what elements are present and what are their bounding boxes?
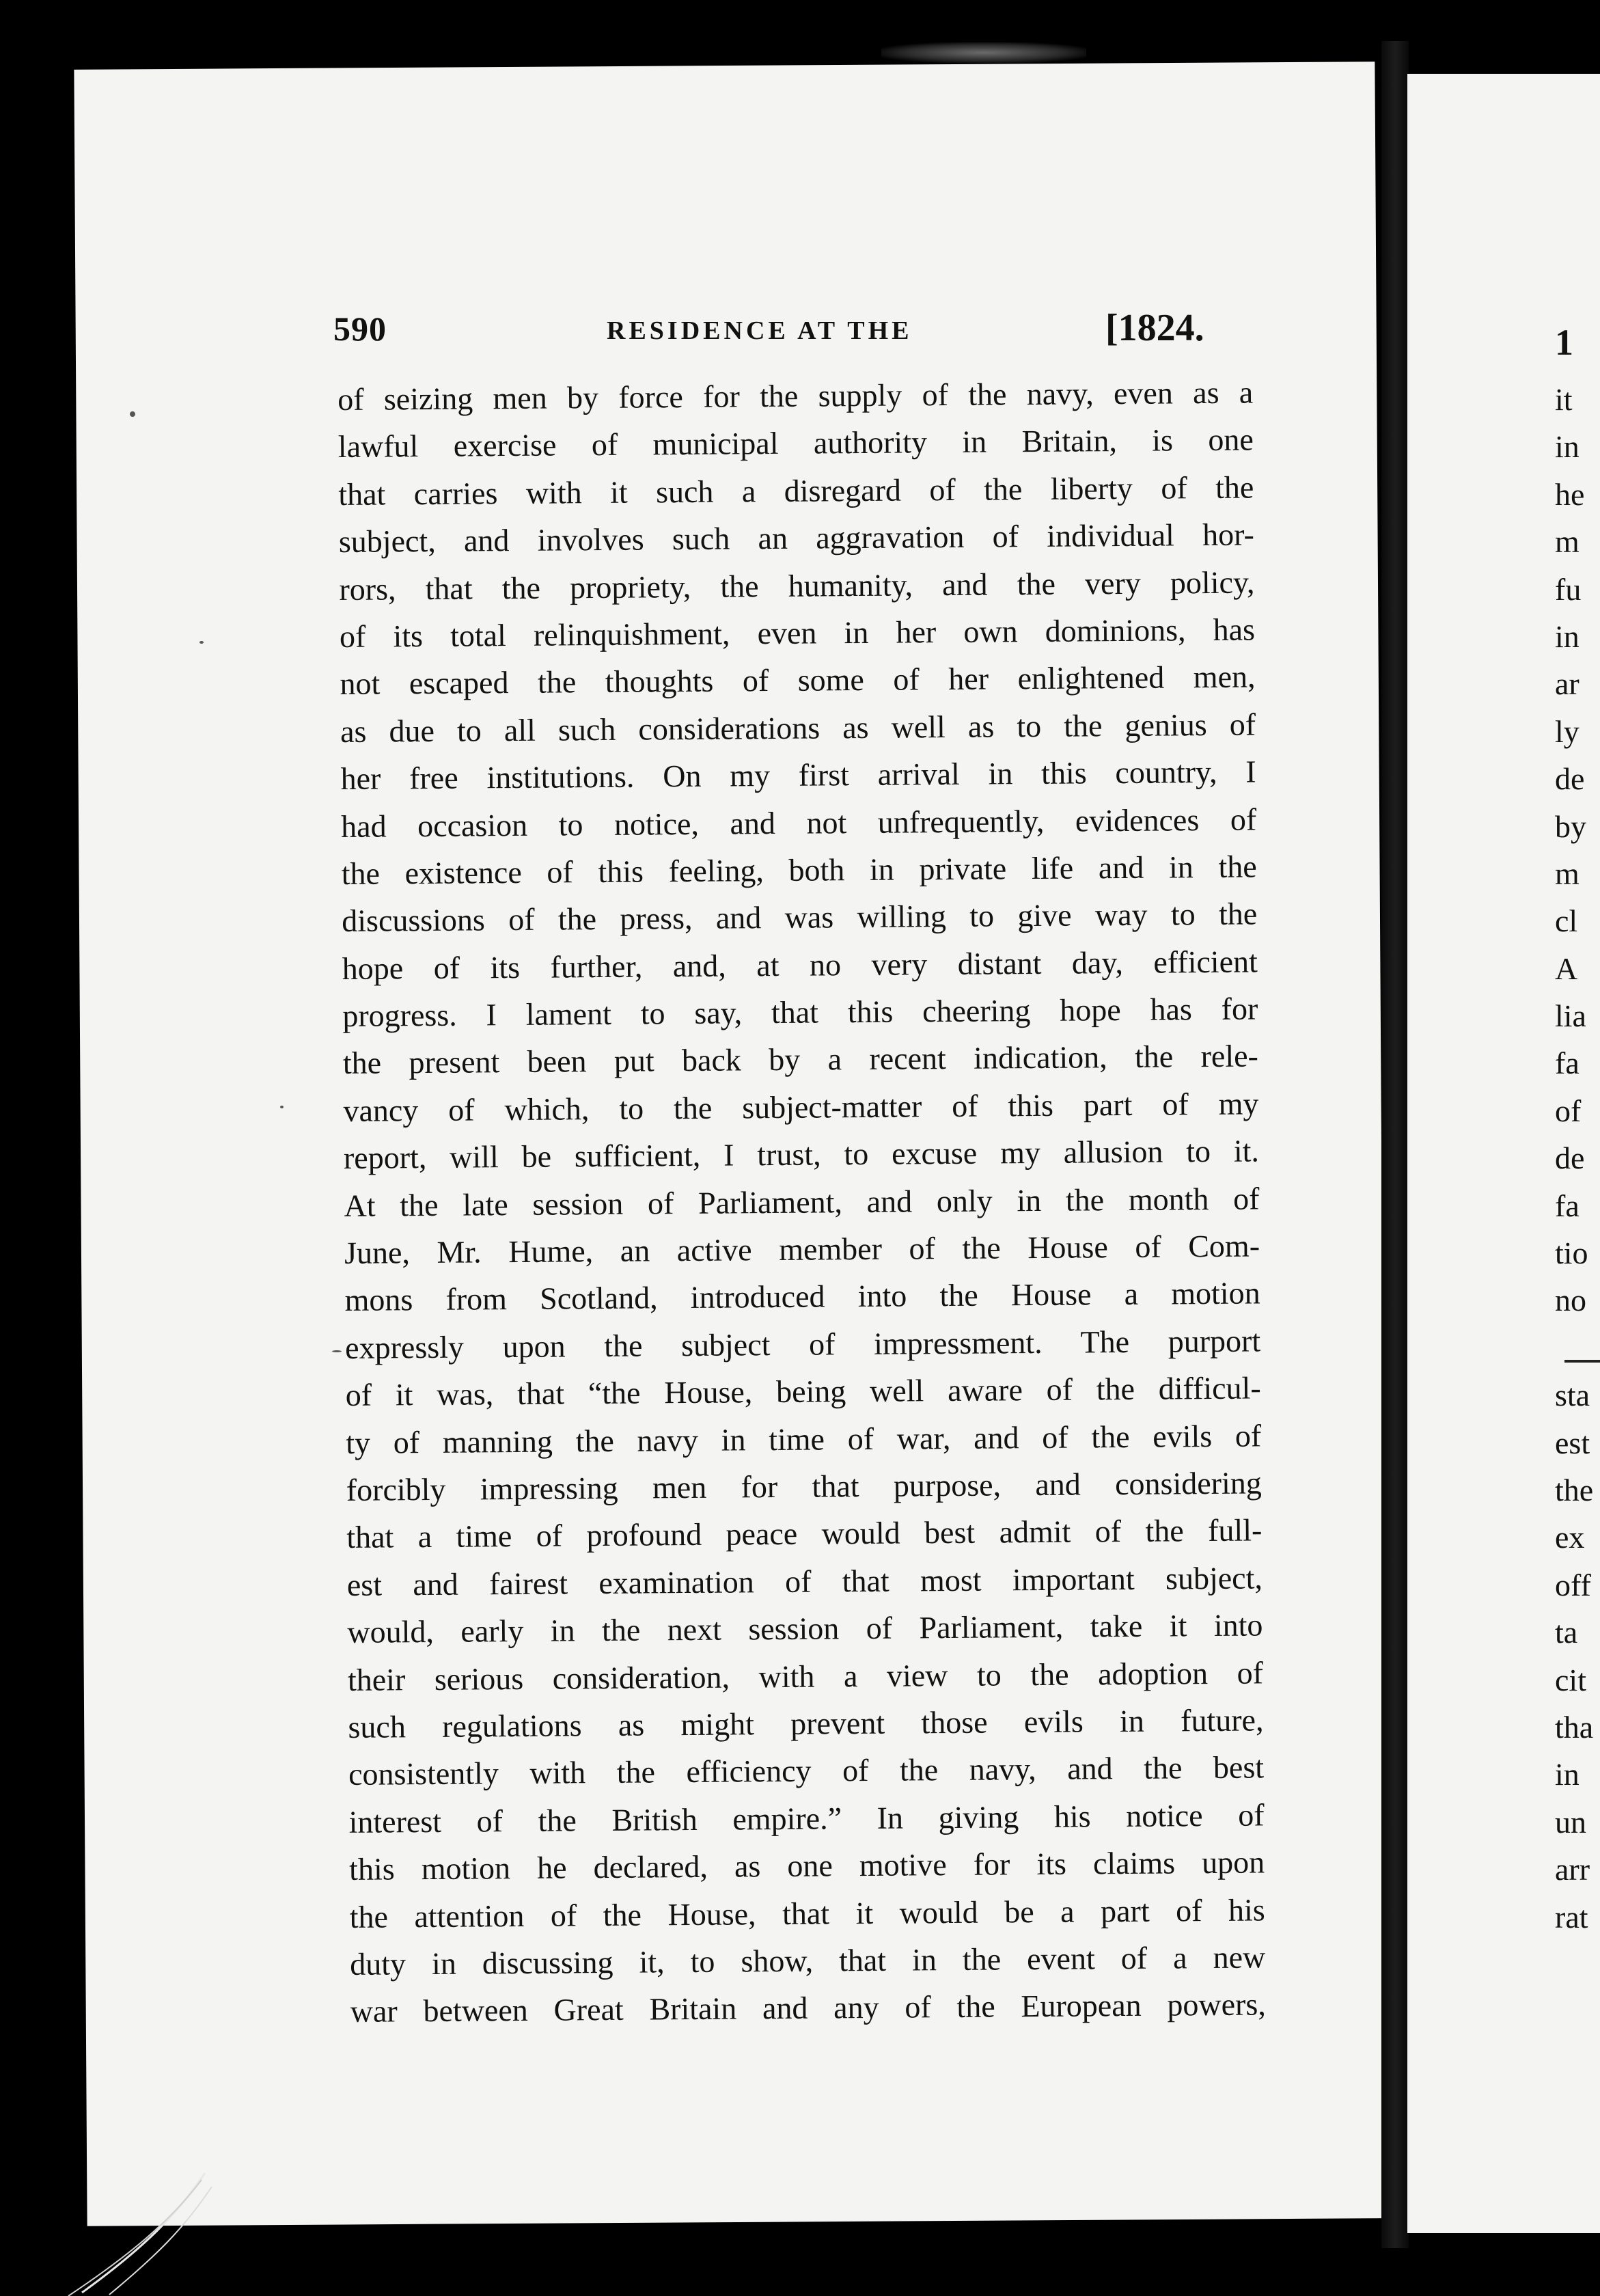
facing-page-fragment: in [1555,429,1580,465]
facing-page-fragment: it [1555,382,1573,417]
text-line: that carries with it such a disregard of the liberty of the [338,469,1254,512]
text-line: would, early in the next session of Parliament, take it into [347,1607,1263,1650]
page-header [333,309,1222,364]
text-line: ty of manning the navy in time of war, and of the evils of [346,1418,1262,1460]
loose-thread [41,2173,219,2296]
facing-page-rule [1564,1360,1600,1363]
text-line: duty in discussing it, to show, that in the event of a new [350,1939,1266,1982]
facing-page-fragment: in [1555,1757,1580,1792]
facing-page-fragment: tha [1555,1709,1594,1745]
facing-page-fragment: ly [1555,713,1580,749]
text-line: that a time of profound peace would best admit of the full- [346,1512,1263,1555]
text-line: the present been put back by a recent indication, the rele- [342,1038,1259,1081]
facing-page-fragment: fu [1555,571,1582,607]
text-line: vancy of which, to the subject-matter of this part of my [343,1086,1259,1128]
facing-page-fragment: est [1555,1425,1590,1460]
facing-page-fragment: the [1555,1472,1594,1507]
facing-page-fragment: ar [1555,666,1580,702]
facing-page-fragment: m [1555,524,1580,560]
text-line: report, will be sufficient, I trust, to excuse my allusion to it. [343,1133,1260,1176]
facing-page-fragment: de [1555,1140,1585,1176]
text-line: her free institutions. On my first arrival in this country, I [340,754,1256,797]
facing-page-fragment: of [1555,1093,1582,1128]
facing-page-fragment: cit [1555,1662,1586,1697]
text-line: not escaped the thoughts of some of her enlightened men, [340,659,1256,702]
text-line: had occasion to notice, and not unfrequently, evidences of [340,801,1257,844]
text-line: consistently with the efficiency of the navy, and the best [348,1749,1265,1792]
text-line: their serious consideration, with a view to the adoption of [347,1654,1264,1697]
facing-page-fragment: he [1555,476,1585,512]
facing-page-fragment: rat [1555,1899,1588,1935]
facing-page-fragment: in [1555,618,1580,654]
paper-speck [332,1350,342,1352]
text-line: est and fairest examination of that most important subject, [346,1560,1263,1602]
facing-page-fragment: fa [1555,1046,1580,1081]
facing-page-text [1555,309,1600,1941]
text-line: hope of its further, and, at no very distant day, efficient [342,944,1258,986]
facing-page-fragment [1555,1324,1600,1371]
text-line: interest of the British empire.” In giving his notice of [348,1797,1265,1840]
text-line: this motion he declared, as one motive for its claims upon [348,1844,1265,1887]
year-mark: [1824. [1105,307,1204,349]
text-line: of its total relinquishment, even in her own dominions, has [339,612,1256,654]
text-line: mons from Scotland, introduced into the House a motion [344,1275,1260,1318]
facing-page-fragment: de [1555,761,1585,797]
facing-page-fragment: A [1555,951,1578,986]
facing-page-fragment: lia [1555,998,1586,1034]
facing-page-fragment: un [1555,1804,1586,1840]
facing-page-header: 1 [1555,322,1573,363]
text-line: subject, and involves such an aggravation of individual hor- [338,517,1255,560]
scan-smudge [881,42,1086,63]
text-line: forcibly impressing men for that purpose, and considering [346,1465,1262,1507]
text-line: the attention of the House, that it would be a part of his [349,1891,1265,1935]
text-line: June, Mr. Hume, an active member of the House of Com- [344,1228,1260,1270]
paper-speck [130,411,135,417]
facing-page-fragment: tio [1555,1235,1588,1271]
facing-page-fragment: sta [1555,1378,1590,1413]
text-line: discussions of the press, and was willing to give way to the [342,896,1258,939]
paper-speck [199,641,204,644]
text-line: rors, that the propriety, the humanity, and the very policy, [339,564,1255,607]
facing-page-fragment: m [1555,856,1580,891]
facing-page-fragment: no [1555,1283,1586,1318]
text-line: war between Great Britain and any of the European powers, [350,1986,1266,2030]
facing-page-fragment: off [1555,1567,1591,1602]
text-line: progress. I lament to say, that this cheering hope has for [342,991,1258,1034]
body-text [337,368,1266,2035]
text-line: of seizing men by force for the supply of the navy, even as a [337,374,1254,417]
facing-page-fragment: arr [1555,1852,1590,1887]
text-line: expressly upon the subject of impressment. The purport [344,1323,1261,1365]
facing-page-fragment: cl [1555,903,1578,939]
text-line: such regulations as might prevent those evils in future, [348,1702,1264,1745]
book-gutter [1381,41,1409,2248]
facing-page-fragment: fa [1555,1188,1580,1223]
running-head: RESIDENCE AT THE [607,316,913,345]
facing-page-fragment: ex [1555,1520,1585,1555]
text-line: the existence of this feeling, both in private life and in the [341,849,1257,891]
page-number: 590 [333,310,387,348]
text-line: of it was, that “the House, being well aware of the difficul- [345,1370,1261,1413]
paper-speck [280,1106,284,1108]
facing-page-fragment: by [1555,808,1586,844]
facing-page-fragment: ta [1555,1615,1578,1650]
text-line: as due to all such considerations as well as to the genius of [340,707,1256,749]
text-line: At the late session of Parliament, and only in the month of [344,1181,1260,1223]
text-line: lawful exercise of municipal authority in Britain, is one [337,422,1254,465]
